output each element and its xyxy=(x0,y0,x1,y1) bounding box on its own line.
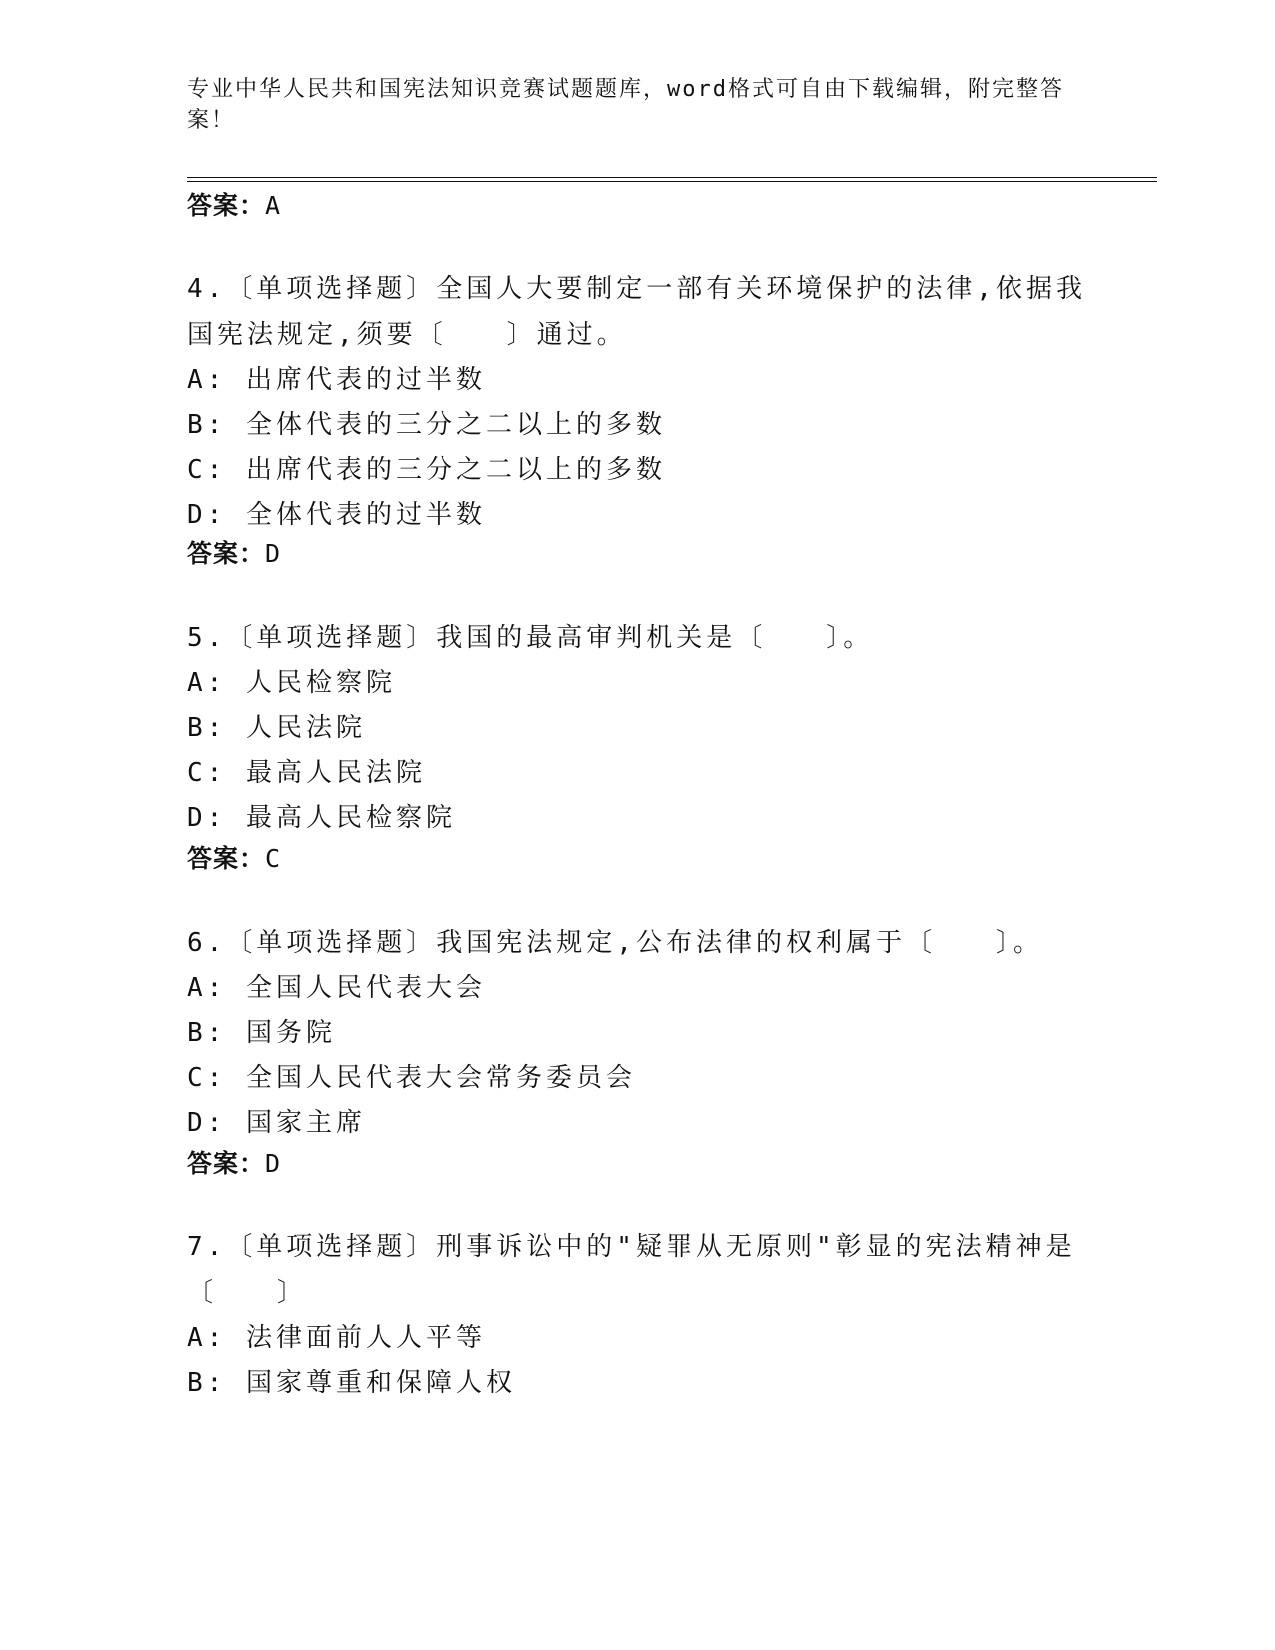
document-header: 专业中华人民共和国宪法知识竞赛试题题库，word格式可自由下载编辑，附完整答案！ xyxy=(187,77,1064,133)
answer-line xyxy=(187,839,281,875)
answer-value: D xyxy=(265,1149,282,1178)
header-divider xyxy=(187,177,1157,184)
option-c: C: 最高人民法院 xyxy=(187,758,426,788)
answer-label: 答案： xyxy=(187,1149,266,1178)
option-a: A: 全国人民代表大会 xyxy=(187,973,486,1003)
answer-line xyxy=(187,186,281,222)
question-7 xyxy=(187,1224,1087,1406)
option-d: D: 全体代表的过半数 xyxy=(187,500,486,530)
option-d: D: 最高人民检察院 xyxy=(187,803,456,833)
option-b: B: 国家尊重和保障人权 xyxy=(187,1368,516,1398)
answer-line xyxy=(187,534,281,570)
question-stem: 7.〔单项选择题〕刑事诉讼中的"疑罪从无原则"彰显的宪法精神是〔 〕 xyxy=(187,1232,1076,1308)
answer-value: A xyxy=(265,191,282,220)
question-stem: 6.〔单项选择题〕我国宪法规定,公布法律的权利属于〔 〕。 xyxy=(187,928,1043,958)
question-4 xyxy=(187,266,1087,538)
answer-value: D xyxy=(265,539,282,568)
answer-label: 答案： xyxy=(187,539,266,568)
question-5 xyxy=(187,615,1087,841)
question-stem: 4.〔单项选择题〕全国人大要制定一部有关环境保护的法律,依据我国宪法规定,须要〔 〕通过。 xyxy=(187,274,1086,350)
option-a: A: 法律面前人人平等 xyxy=(187,1323,486,1353)
answer-value: C xyxy=(265,844,282,873)
answer-label: 答案： xyxy=(187,844,266,873)
option-a: A: 人民检察院 xyxy=(187,668,396,698)
option-c: C: 出席代表的三分之二以上的多数 xyxy=(187,455,666,485)
option-b: B: 人民法院 xyxy=(187,713,366,743)
answer-line xyxy=(187,1144,281,1180)
option-b: B: 国务院 xyxy=(187,1018,336,1048)
option-d: D: 国家主席 xyxy=(187,1108,366,1138)
question-6 xyxy=(187,920,1087,1146)
option-c: C: 全国人民代表大会常务委员会 xyxy=(187,1063,636,1093)
answer-label: 答案： xyxy=(187,191,266,220)
option-b: B: 全体代表的三分之二以上的多数 xyxy=(187,410,666,440)
question-stem: 5.〔单项选择题〕我国的最高审判机关是〔 〕。 xyxy=(187,623,874,653)
option-a: A: 出席代表的过半数 xyxy=(187,365,486,395)
